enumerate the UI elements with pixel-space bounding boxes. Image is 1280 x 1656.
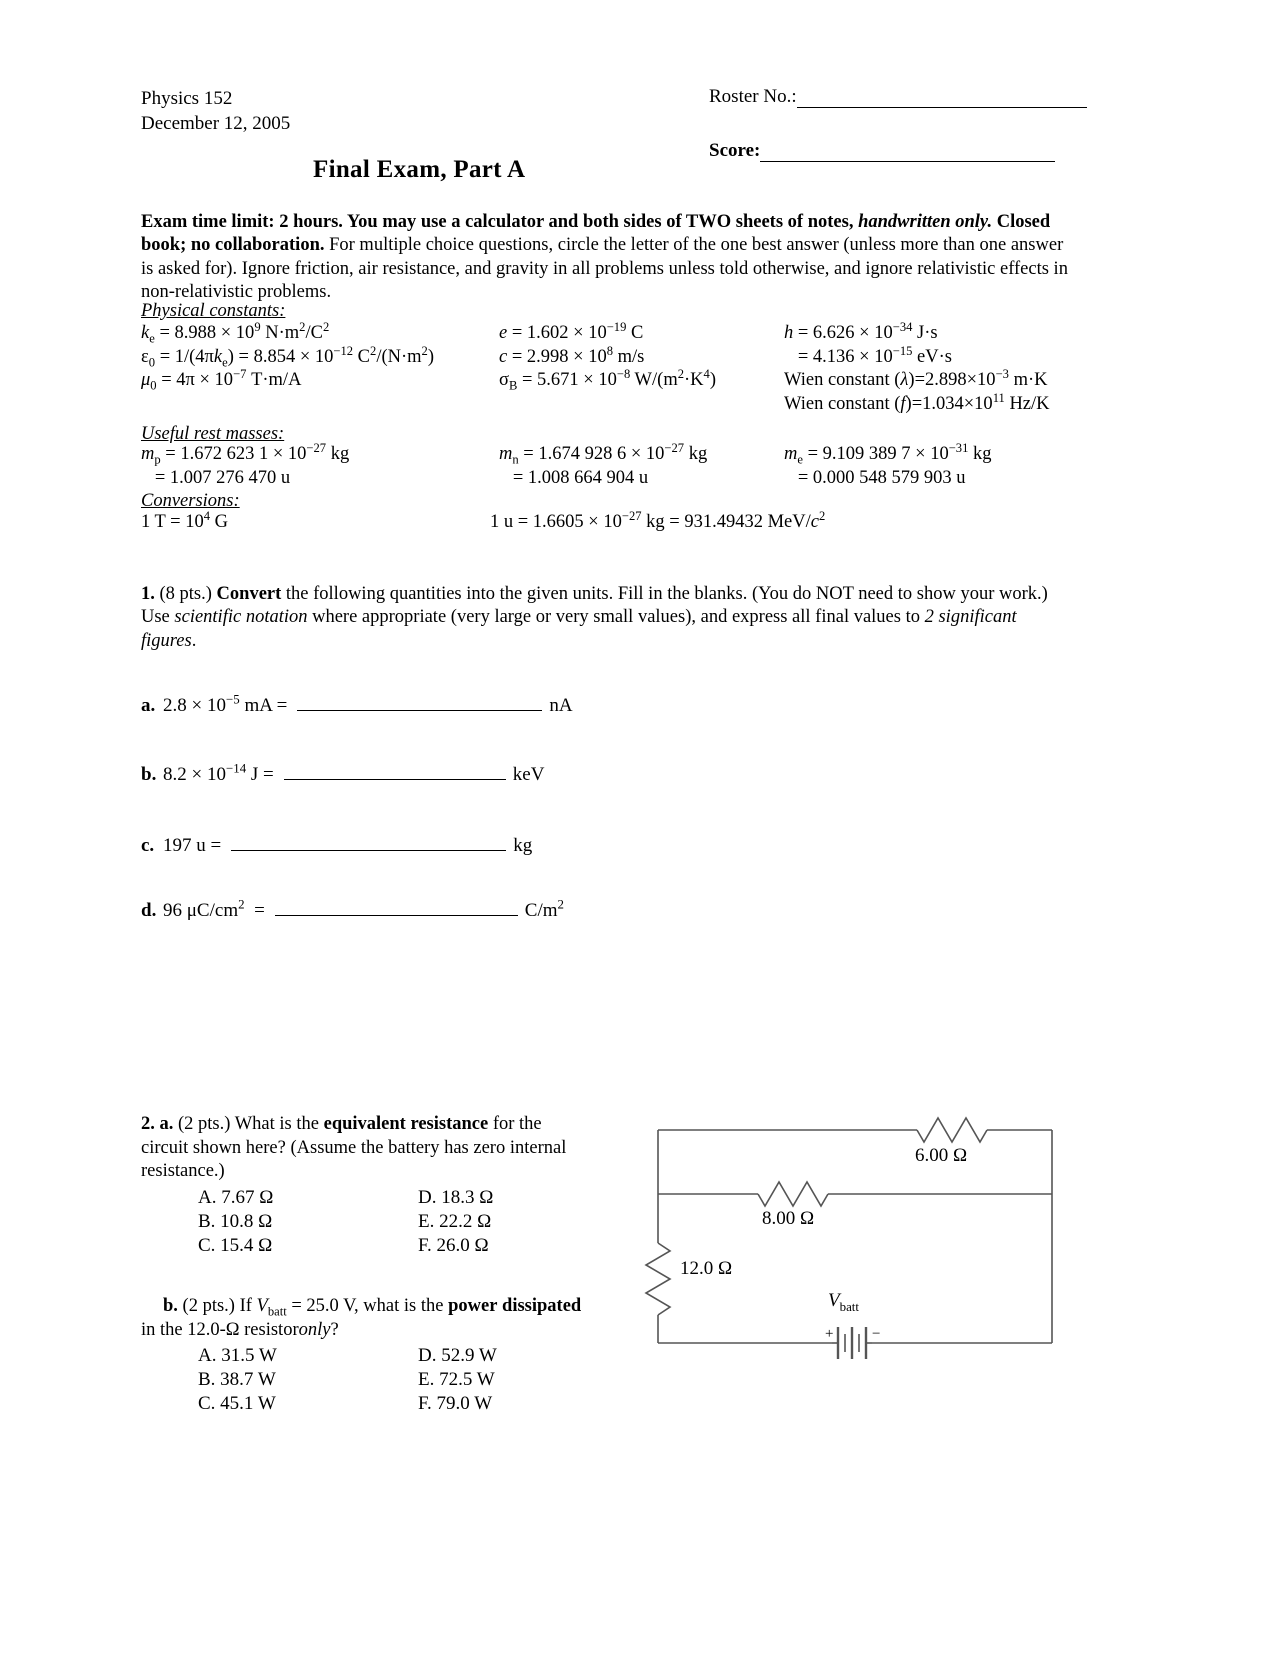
q1-item-b-answer-blank[interactable]: [284, 764, 506, 780]
resistor-8ohm-zigzag: [758, 1182, 828, 1206]
constant-wien-f: Wien constant $(f)=1.034\times 10^{11}$ Hz/K: [784, 390, 1050, 414]
q2a-choice-f[interactable]: F. 26.0 Ω: [418, 1234, 489, 1256]
roster-field: [709, 86, 1087, 108]
q1-item-b-quantity: $8.2 \times 10^{-14}$ J =: [163, 760, 274, 785]
q1-points: (8 pts.): [159, 584, 212, 604]
q2b-label: b.: [163, 1296, 178, 1316]
q2a-bold-term: equivalent resistance: [323, 1114, 489, 1134]
q2b-bold-term: power: [448, 1296, 498, 1316]
q1-item-d-quantity: 96 $\mu C/cm^2$ =: [163, 896, 265, 921]
physical-constants-column-1: [141, 319, 434, 393]
instructions-handwritten-note: handwritten only.: [858, 212, 993, 232]
q1-item-a-unit: nA: [549, 695, 573, 716]
q2b-choice-a[interactable]: A. 31.5 W: [198, 1345, 277, 1366]
roster-input-line[interactable]: [797, 93, 1087, 108]
battery-label: $V_{batt}$: [828, 1290, 859, 1314]
q2b-lead: If $V_{batt} = 25.0$ V, what is the: [239, 1296, 444, 1319]
q2a-choice-a[interactable]: A. 7.67 Ω: [198, 1186, 274, 1208]
constant-epsilon0: $\varepsilon_0 = 1/(4\pi k_e) = 8.854 \times 10^{-12}$ $C^2/(N\cdot m^2)$: [141, 343, 434, 370]
instructions-time-limit: Exam time limit: 2 hours. You may use a calculator and both sides of TWO sheets of notes,: [141, 212, 854, 232]
q1-item-a: [141, 691, 573, 717]
resistor-12ohm-zigzag: [646, 1243, 670, 1315]
resistor-6ohm-label: 6.00 Ω: [915, 1145, 968, 1166]
constant-mu0: $\mu_0 = 4\pi \times 10^{-7}$ T·m/A: [141, 366, 302, 393]
q1-number: 1.: [141, 584, 155, 604]
constant-c: $c = 2.998 \times 10^8$ m/s: [499, 343, 645, 367]
q2b-choice-c[interactable]: C. 45.1 W: [198, 1393, 276, 1414]
score-input-line[interactable]: [760, 147, 1055, 162]
battery-plus-sign: +: [825, 1326, 834, 1342]
q1-verb: Convert: [216, 584, 282, 604]
question-1-prompt: [141, 583, 1071, 653]
roster-label: Roster No.:: [709, 86, 797, 107]
q1-item-c-quantity: 197 u =: [163, 835, 222, 856]
q2b-tail: ?: [330, 1319, 339, 1340]
instructions-paragraph: [141, 211, 1071, 304]
q1-body-3: .: [191, 630, 197, 651]
circuit-svg: [640, 1108, 1080, 1398]
circuit-diagram: [640, 1108, 1080, 1398]
q1-item-b: [141, 760, 545, 786]
q2a-lead: What is the: [234, 1114, 319, 1134]
q1-item-c-label: c.: [141, 835, 155, 856]
q1-italic-2: 2 significant figures: [141, 607, 1017, 651]
q2b-choice-d[interactable]: D. 52.9 W: [418, 1345, 497, 1366]
battery-minus-sign: −: [872, 1326, 881, 1342]
q1-item-d-label: d.: [141, 900, 157, 921]
q2b-italic: only: [298, 1319, 331, 1340]
instructions-closed-book: Closed book; no collaboration.: [141, 212, 1051, 256]
q1-italic-1: scientific notation: [174, 607, 308, 628]
q2b-choices: [198, 1344, 589, 1416]
q1-item-b-unit: keV: [512, 764, 545, 785]
q2a-choices: [198, 1186, 576, 1258]
exam-date: December 12, 2005: [141, 113, 291, 134]
physical-constants-column-2: [499, 319, 717, 393]
q2a-choice-d[interactable]: D. 18.3 Ω: [418, 1186, 494, 1208]
q1-item-b-label: b.: [141, 764, 157, 785]
q2a-choice-c[interactable]: C. 15.4 Ω: [198, 1234, 273, 1256]
q1-item-a-answer-blank[interactable]: [297, 695, 542, 711]
constant-h-ev: = $4.136 \times 10^{-15}$ eV·s: [784, 343, 952, 367]
q1-item-d-answer-blank[interactable]: [275, 900, 518, 916]
q1-item-c-unit: kg: [513, 835, 533, 856]
constant-e: $e = 1.602 \times 10^{-19}$ C: [499, 319, 644, 343]
resistor-12ohm-label: 12.0 Ω: [680, 1258, 733, 1279]
q2b-choice-e[interactable]: E. 72.5 W: [418, 1369, 495, 1390]
q2a-points: (2 pts.): [178, 1114, 231, 1134]
instructions-rest: For multiple choice questions, circle the letter of the one best answer (unless more than one answer is asked for). Ignore friction, air resistance, and gravity in all problems unless told otherwise, and ignore relativistic effects in non-relativistic problems.: [141, 235, 1068, 302]
rest-mass-neutron: $m_n = 1.674$ 928 $6 \times 10^{-27}$ kg = 1.008 664 904 u: [499, 440, 708, 488]
constant-ke: $k_e = 8.988 \times 10^9$ $N\cdot m^2/C^2$: [141, 319, 330, 346]
q1-body-2: where appropriate (very large or very small values), and express all final values to: [312, 607, 920, 628]
q1-item-d-unit: $C/m^2$: [524, 896, 564, 921]
q2a-choice-b[interactable]: B. 10.8 Ω: [198, 1210, 273, 1232]
q2a-rest: for the circuit shown here? (Assume the battery has zero internal resistance.): [141, 1114, 567, 1181]
q1-item-d: [141, 896, 564, 922]
constant-sigma-b: $\sigma_B = 5.671 \times 10^{-8}$ $W/(m^2\cdot K^4)$: [499, 366, 717, 393]
header-right-block: [709, 86, 1087, 162]
q1-item-c-answer-blank[interactable]: [231, 835, 506, 851]
score-field: [709, 140, 1087, 162]
q1-item-a-quantity: $2.8 \times 10^{-5}$ mA =: [163, 691, 288, 716]
question-2b-prompt: [141, 1295, 589, 1416]
q1-body-1: the following quantities into the given units. Fill in the blanks. (You do NOT need to show your work.) Use: [141, 584, 1048, 628]
constant-h: $h = 6.626 \times 10^{-34}$ J·s: [784, 319, 938, 343]
q2b-bold-term-2: dissipated: [502, 1296, 582, 1316]
resistor-6ohm-zigzag: [917, 1118, 987, 1142]
q2b-choice-b[interactable]: B. 38.7 W: [198, 1369, 276, 1390]
conversions-heading: Conversions:: [141, 491, 240, 511]
conversion-tesla: 1 $T = 10^4$ G: [141, 508, 228, 532]
page-title: Final Exam, Part A: [313, 156, 526, 183]
q2b-points: (2 pts.): [182, 1296, 235, 1316]
q2a-number: 2. a.: [141, 1114, 174, 1134]
conversion-amu: 1 $u = 1.6605 \times 10^{-27}$ kg = 931.49432 MeV/$c^2$: [490, 508, 826, 532]
header-left-block: [141, 86, 290, 136]
rest-mass-proton: $m_p = 1.672$ 623 $1 \times 10^{-27}$ kg = 1.007 276 470 u: [141, 440, 350, 488]
q2a-choice-e[interactable]: E. 22.2 Ω: [418, 1210, 492, 1232]
q2b-choice-f[interactable]: F. 79.0 W: [418, 1393, 493, 1414]
rest-mass-electron: $m_e = 9.109$ 389 $7 \times 10^{-31}$ kg = 0.000 548 579 903 u: [784, 440, 992, 488]
rest-masses-heading: Useful rest masses:: [141, 424, 285, 444]
q2b-rest: in the 12.0-Ω resistor: [141, 1319, 299, 1340]
physical-constants-heading: Physical constants:: [141, 301, 286, 321]
constant-wien-lambda: Wien constant $(\lambda)=2.898\times 10^{-3}$ m·K: [784, 366, 1048, 390]
score-label: Score:: [709, 140, 761, 161]
q1-item-a-label: a.: [141, 695, 156, 716]
q1-item-c: [141, 835, 532, 857]
question-2a-prompt: [141, 1113, 576, 1258]
physical-constants-column-3: [784, 319, 1050, 416]
resistor-8ohm-label: 8.00 Ω: [762, 1208, 815, 1229]
course-name: Physics 152: [141, 88, 233, 109]
